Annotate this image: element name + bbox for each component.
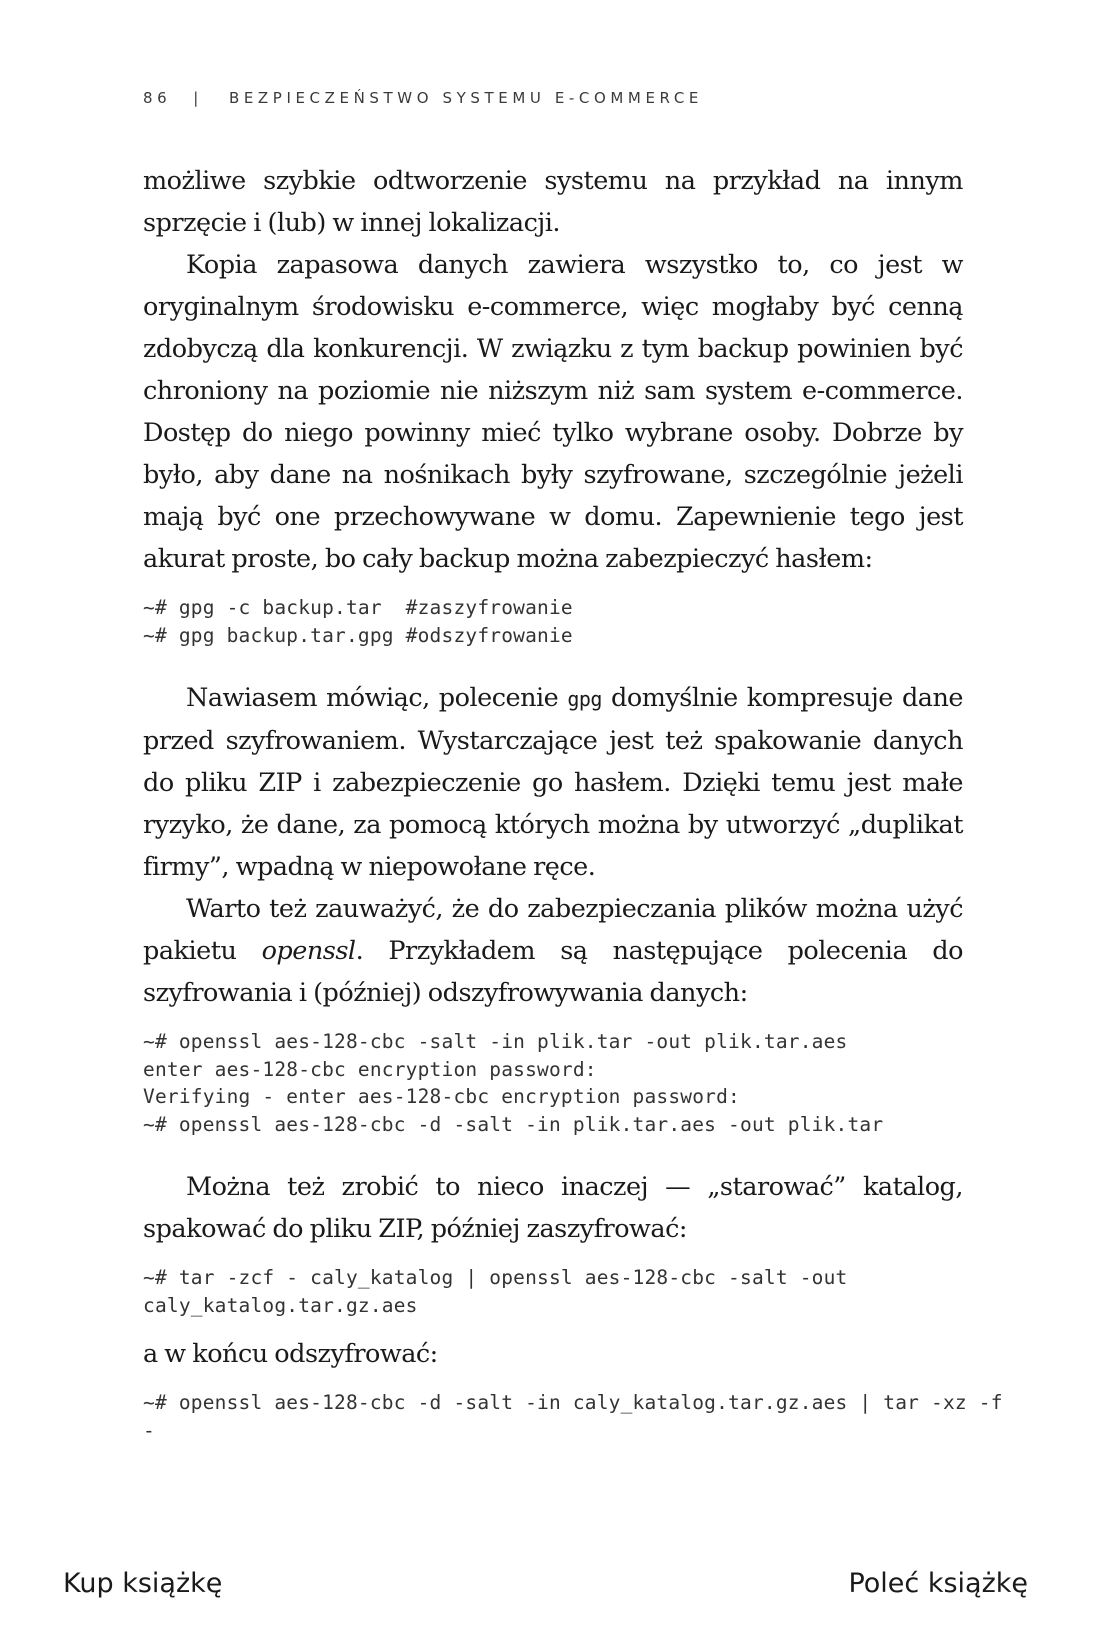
code-line: Verifying - enter aes-128-cbc encryption password:	[143, 1085, 740, 1108]
paragraph-4-text-end: . Przykładem są następujące polecenia do szyfrowania i (później) odszyfrowywania danych:	[143, 936, 963, 1008]
paragraph-1: możliwe szybkie odtworzenie systemu na przykład na innym sprzęcie i (lub) w innej lokalizacji.	[143, 166, 963, 238]
code-line: ~# gpg backup.tar.gpg #odszyfrowanie	[143, 623, 573, 647]
running-title: BEZPIECZEŃSTWO SYSTEMU E-COMMERCE	[228, 89, 703, 107]
code-line: caly_katalog.tar.gz.aes	[143, 1293, 418, 1317]
code-line: ~# tar -zcf - caly_katalog | openssl aes-128-cbc -salt -out	[143, 1266, 848, 1289]
paragraph-4	[143, 888, 963, 1014]
code-line: enter aes-128-cbc encryption password:	[143, 1057, 597, 1081]
paragraph-2: Kopia zapasowa danych zawiera wszystko to, co jest w oryginalnym środowisku e-commerce, więc mogłaby być cenną zdobyczą dla konkurencji. W związku z tym backup powinien być chroniony na poziomie nie niższym niż sam system e-commerce. Dostęp do niego powinny mieć tylko wybrane osoby. Dobrze by było, aby dane na nośnikach były szyfrowane, szczególnie jeżeli mają być one przechowywane w domu. Zapewnienie tego jest akurat proste, bo cały backup można zabezpieczyć hasłem:	[143, 250, 963, 574]
paragraph-6: a w końcu odszyfrować:	[143, 1339, 438, 1369]
recommend-book-link[interactable]: Poleć książkę	[848, 1568, 1028, 1599]
buy-book-link[interactable]: Kup książkę	[63, 1568, 223, 1599]
paragraph-3-text-start: Nawiasem mówiąc, polecenie	[186, 683, 568, 713]
paragraph-5: Można też zrobić to nieco inaczej — „starować” katalog, spakować do pliku ZIP, później zaszyfrować:	[143, 1172, 963, 1244]
paragraph-4-text-start: Warto też zauważyć, że do zabezpieczania plików można użyć pakietu	[143, 894, 963, 966]
code-line: ~# openssl aes-128-cbc -d -salt -in caly_katalog.tar.gz.aes | tar -xz -f	[143, 1391, 1003, 1414]
inline-code-gpg: gpg	[567, 687, 602, 711]
code-block-tar-decrypt	[143, 1389, 1003, 1444]
page-number: 86	[143, 89, 172, 107]
paragraph-3	[143, 677, 963, 888]
code-line: ~# openssl aes-128-cbc -d -salt -in plik.tar.aes -out plik.tar	[143, 1112, 884, 1136]
code-line: ~# gpg -c backup.tar #zaszyfrowanie	[143, 596, 573, 619]
paragraph-3-text-end: domyślnie kompresuje dane przed szyfrowaniem. Wystarczające jest też spakowanie danych do pliku ZIP i zabezpieczenie go hasłem. Dzięki temu jest małe ryzyko, że dane, za pomocą których można by utworzyć „duplikat firmy”, wpadną w niepowołane ręce.	[143, 683, 963, 882]
code-line: -	[143, 1418, 155, 1442]
page-body	[143, 160, 1003, 1444]
header-separator: |	[193, 89, 203, 107]
code-block-tar-encrypt	[143, 1264, 963, 1319]
page-header	[143, 89, 703, 107]
openssl-italic: openssl	[261, 936, 356, 966]
code-block-openssl	[143, 1028, 963, 1138]
code-block-gpg	[143, 594, 963, 649]
code-line: ~# openssl aes-128-cbc -salt -in plik.tar -out plik.tar.aes	[143, 1030, 848, 1053]
